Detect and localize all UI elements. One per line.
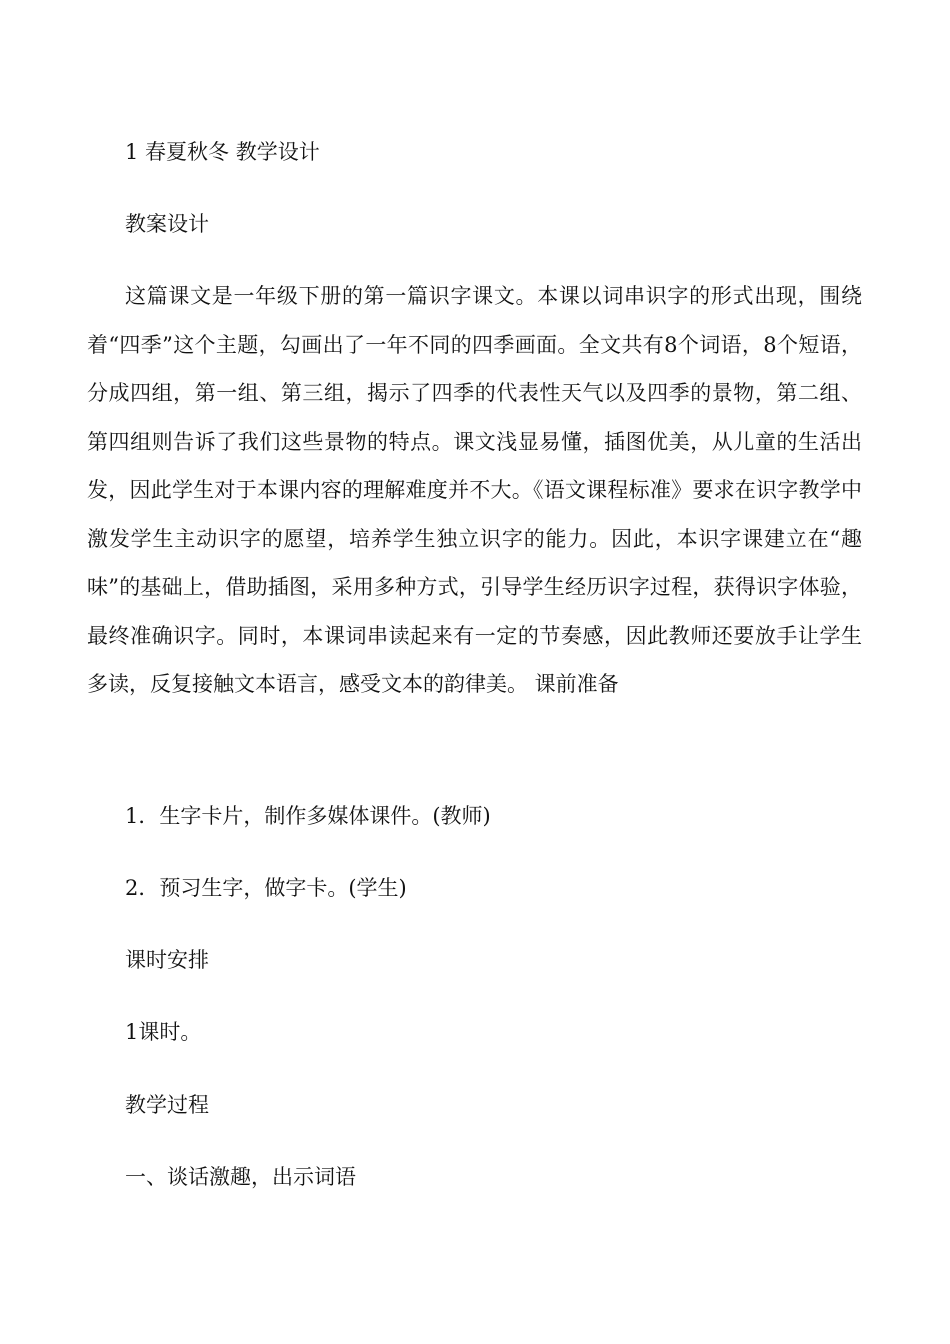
prep-item-2: 2．预习生字，做字卡。(学生) [125, 876, 407, 900]
section-heading-process: 教学过程 [125, 1093, 209, 1117]
document-title: 1 春夏秋冬 教学设计 [125, 140, 320, 164]
prep-item-1: 1．生字卡片，制作多媒体课件。(教师) [125, 804, 491, 828]
section-heading-schedule: 课时安排 [125, 948, 209, 972]
schedule-value: 1课时。 [125, 1020, 202, 1044]
intro-paragraph: 这篇课文是一年级下册的第一篇识字课文。本课以词串识字的形式出现，围绕着“四季”这个主题，勾画出了一年不同的四季画面。全文共有8个词语，8个短语，分成四组，第一组、第三组，揭示了四季的代表性天气以及四季的景物，第二组、第四组则告诉了我们这些景物的特点。课文浅显易懂，插图优美，从儿童的生活出发，因此学生对于本课内容的理解难度并不大。《语文课程标准》要求在识字教学中激发学生主动识字的愿望，培养学生独立识字的能力。因此，本识字课建立在“趣味”的基础上，借助插图，采用多种方式，引导学生经历识字过程，获得识字体验，最终准确识字。同时，本课词串读起来有一定的节奏感，因此教师还要放手让学生多读，反复接触文本语言，感受文本的韵律美。 课前准备 [87, 284, 862, 696]
section-heading-jiaoan: 教案设计 [125, 212, 209, 236]
process-step-1: 一、谈话激趣，出示词语 [125, 1165, 356, 1189]
